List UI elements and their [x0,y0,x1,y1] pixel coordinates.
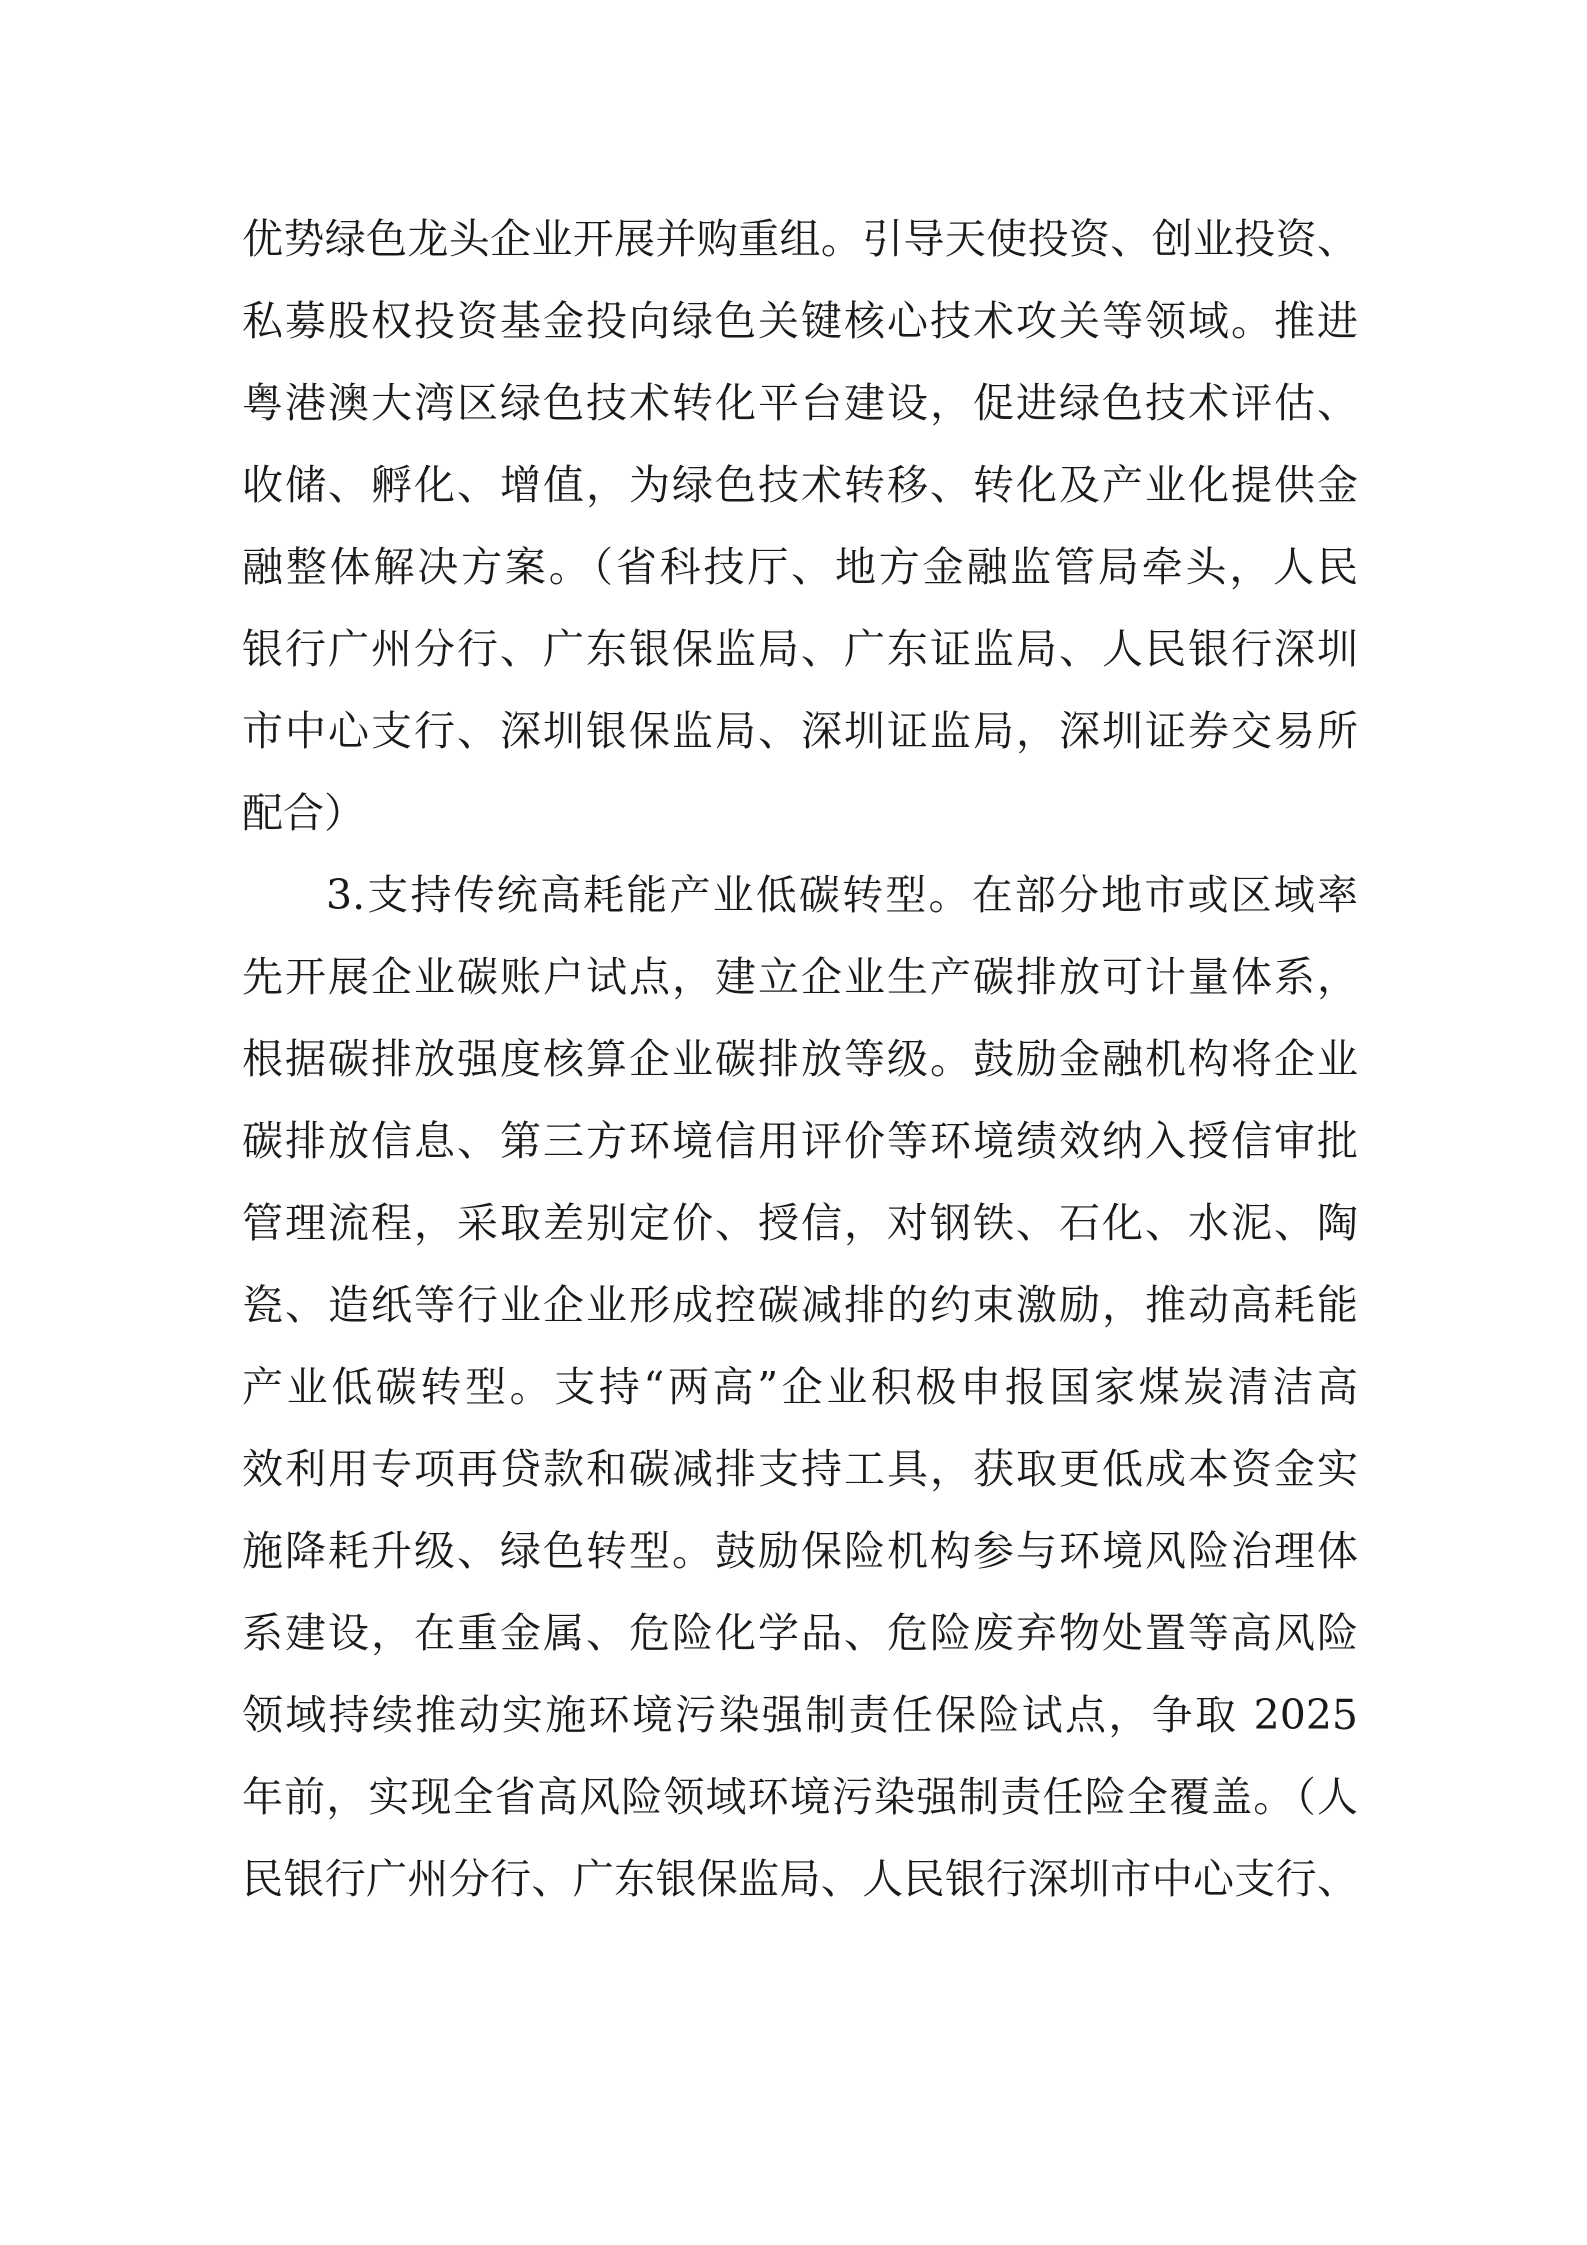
text-line: 碳排放信息、第三方环境信用评价等环境绩效纳入授信审批 [242,1117,1358,1165]
text-line: 施降耗升级、绿色转型。鼓励保险机构参与环境风险治理体 [242,1527,1358,1575]
text-line: 系建设，在重金属、危险化学品、危险废弃物处置等高风险 [242,1609,1358,1657]
text-line: 民银行广州分行、广东银保监局、人民银行深圳市中心支行、 [242,1855,1358,1903]
text-line: 私募股权投资基金投向绿色关键核心技术攻关等领域。推进 [242,297,1358,345]
text-line: 领域持续推动实施环境污染强制责任保险试点，争取 2025 [242,1691,1358,1739]
text-line: 银行广州分行、广东银保监局、广东证监局、人民银行深圳 [242,625,1358,673]
text-line: 先开展企业碳账户试点，建立企业生产碳排放可计量体系， [242,953,1358,1001]
text-line: 产业低碳转型。支持“两高”企业积极申报国家煤炭清洁高 [242,1363,1358,1411]
text-line: 粤港澳大湾区绿色技术转化平台建设，促进绿色技术评估、 [242,379,1358,427]
text-line: 瓷、造纸等行业企业形成控碳减排的约束激励，推动高耗能 [242,1281,1358,1329]
text-line: 收储、孵化、增值，为绿色技术转移、转化及产业化提供金 [242,461,1358,509]
text-line: 年前，实现全省高风险领域环境污染强制责任险全覆盖。（人 [242,1773,1358,1821]
paragraph-first-line: 3.支持传统高耗能产业低碳转型。在部分地市或区域率 [326,871,1358,919]
text-line: 根据碳排放强度核算企业碳排放等级。鼓励金融机构将企业 [242,1035,1358,1083]
text-line: 效利用专项再贷款和碳减排支持工具，获取更低成本资金实 [242,1445,1358,1493]
text-line: 市中心支行、深圳银保监局、深圳证监局，深圳证券交易所 [242,707,1358,755]
text-line: 管理流程，采取差别定价、授信，对钢铁、石化、水泥、陶 [242,1199,1358,1247]
text-line: 融整体解决方案。（省科技厅、地方金融监管局牵头，人民 [242,543,1358,591]
body-text [242,198,1358,1920]
text-line: 配合） [242,789,365,837]
text-line: 优势绿色龙头企业开展并购重组。引导天使投资、创业投资、 [242,215,1358,263]
